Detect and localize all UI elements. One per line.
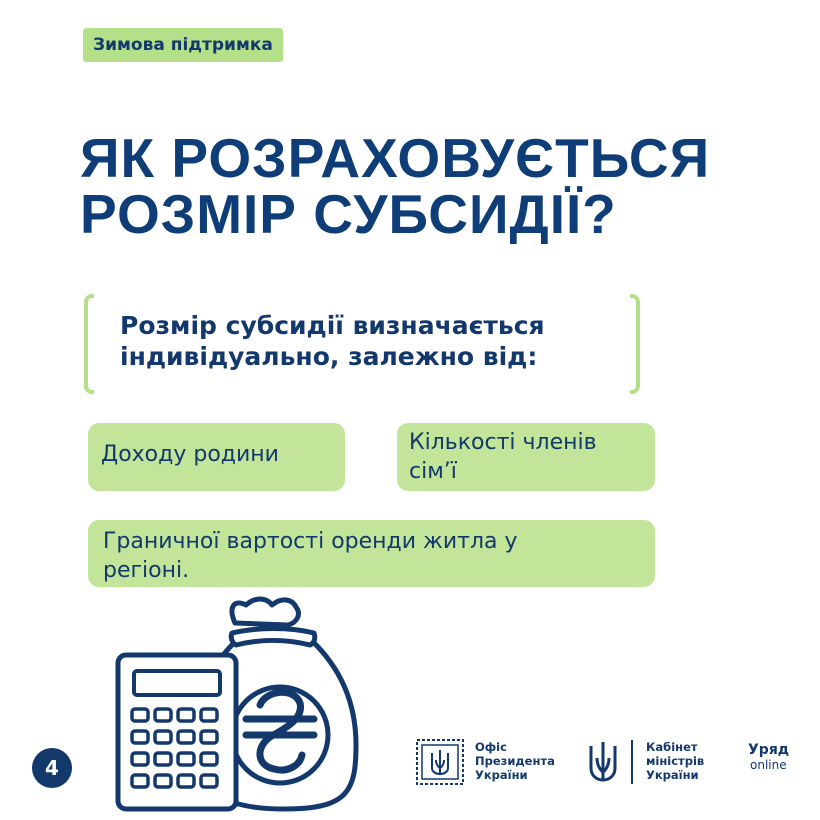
lead-text: [120, 310, 630, 372]
cabinet-logo-line-3: України: [646, 768, 699, 782]
president-office-emblem-icon: [415, 738, 465, 786]
president-logo-line-2: Президента: [475, 754, 555, 768]
president-logo-line-3: України: [475, 768, 528, 782]
left-bracket: [84, 294, 94, 394]
factor-rent-limit: [88, 520, 655, 587]
calculator-money-illustration: [110, 595, 360, 815]
uryad-online-logo: [748, 742, 789, 772]
cabinet-ministers-logo: [646, 740, 704, 782]
right-bracket: [630, 294, 640, 394]
factor-rent-line-2: регіоні.: [103, 558, 190, 583]
logo-divider: [631, 740, 633, 784]
title-line-1: ЯК РОЗРАХОВУЄТЬСЯ: [80, 127, 711, 189]
factor-rent-line-1: Граничної вартості оренди житла у: [103, 529, 518, 554]
uryad-logo-line-1: Уряд: [748, 742, 790, 758]
lead-line-2: індивідуально, залежно від:: [120, 342, 538, 371]
cabinet-logo-line-2: міністрів: [646, 754, 705, 768]
factor-members-line-2: сім’ї: [409, 459, 457, 484]
category-tag: Зимова підтримка: [83, 28, 283, 62]
president-office-logo: [475, 740, 555, 782]
uryad-logo-line-2: online: [750, 758, 787, 772]
title-line-2: РОЗМІР СУБСИДІЇ?: [80, 183, 617, 245]
page-title: [80, 127, 711, 245]
cabinet-logo-line-1: Кабінет: [646, 740, 698, 754]
factor-members-line-1: Кількості членів: [409, 430, 597, 455]
calculator-icon: [118, 655, 236, 809]
page-number-badge: 4: [32, 748, 72, 788]
trident-icon: [585, 738, 621, 786]
lead-line-1: Розмір субсидії визначається: [120, 311, 545, 340]
factor-income: [88, 423, 345, 491]
president-logo-line-1: Офіс: [475, 740, 507, 754]
factor-income-label: Доходу родини: [101, 442, 279, 467]
factor-family-members: [397, 423, 655, 491]
